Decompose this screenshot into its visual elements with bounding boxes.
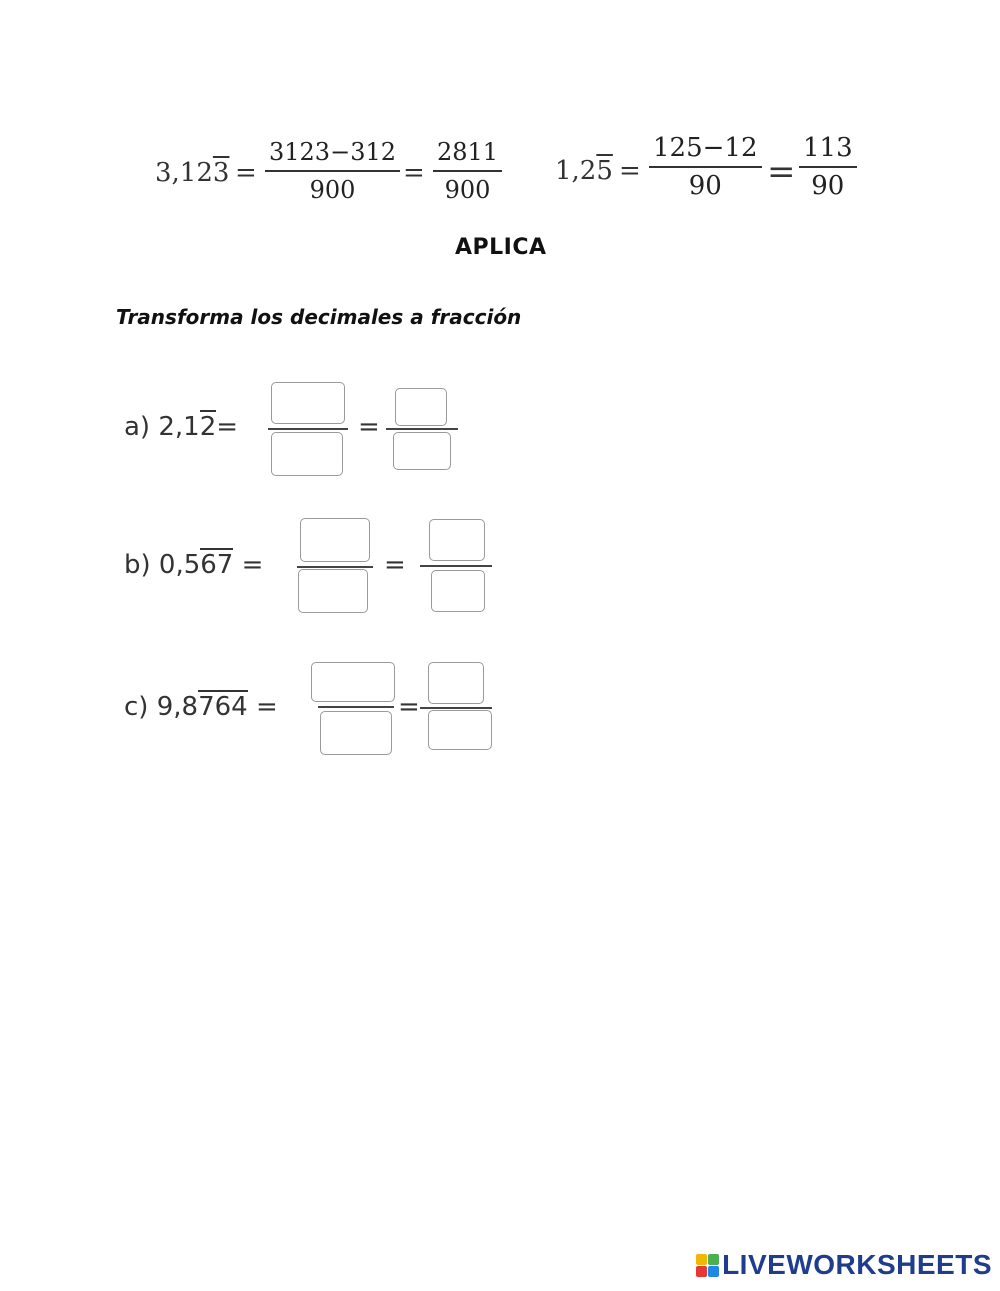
exercise-b-step-denominator-box[interactable] bbox=[298, 569, 368, 613]
exercise-a-result-denominator-box[interactable] bbox=[393, 432, 451, 470]
exercise-c-result-denominator-box[interactable] bbox=[428, 710, 492, 750]
exercise-c-equals-2: = bbox=[398, 692, 420, 722]
exercise-b-equals: = bbox=[233, 550, 264, 580]
logo-tile bbox=[696, 1254, 707, 1265]
example-2-step-numerator: 125−12 bbox=[653, 133, 758, 163]
exercise-b-result-numerator-input[interactable] bbox=[430, 520, 484, 560]
fraction-bar bbox=[649, 166, 762, 168]
example-1-result-denominator: 900 bbox=[444, 176, 491, 204]
exercise-c-step-denominator-input[interactable] bbox=[321, 712, 391, 754]
exercise-b-equals-2: = bbox=[384, 550, 406, 580]
fraction-bar bbox=[386, 428, 458, 430]
exercise-c-equals: = bbox=[247, 692, 278, 722]
example-2-period: 5 bbox=[596, 156, 613, 186]
fraction-bar bbox=[265, 170, 400, 172]
example-1-step-numerator: 3123−312 bbox=[269, 138, 396, 166]
exercise-c-step-numerator-box[interactable] bbox=[311, 662, 395, 702]
exercise-a-decimal: a) 2,1 bbox=[124, 412, 200, 442]
fraction-bar bbox=[420, 707, 492, 709]
example-2-step-denominator: 90 bbox=[688, 171, 722, 201]
logo-tiles-icon bbox=[696, 1254, 719, 1277]
exercise-a-equals-2: = bbox=[358, 412, 380, 442]
exercise-b-step-numerator-box[interactable] bbox=[300, 518, 370, 562]
exercise-b-result-numerator-box[interactable] bbox=[429, 519, 485, 561]
exercise-a-step-numerator-input[interactable] bbox=[272, 383, 344, 423]
fraction-bar bbox=[297, 566, 373, 568]
heading-aplica: APLICA bbox=[455, 235, 547, 260]
example-2-result-numerator: 113 bbox=[803, 133, 853, 163]
instruction: Transforma los decimales a fracción bbox=[116, 305, 522, 329]
example-2 bbox=[555, 132, 875, 208]
example-1-step-denominator: 900 bbox=[309, 176, 356, 204]
logo-text: LIVEWORKSHEETS bbox=[722, 1249, 992, 1280]
exercise-b-label bbox=[124, 550, 263, 580]
exercise-b-step-denominator-input[interactable] bbox=[299, 570, 367, 612]
example-1 bbox=[155, 138, 515, 210]
exercise-b-decimal: b) 0,5 bbox=[124, 550, 201, 580]
example-2-result-fraction bbox=[799, 134, 857, 200]
exercise-a-step-denominator-input[interactable] bbox=[272, 433, 342, 475]
fraction-bar bbox=[799, 166, 857, 168]
fraction-bar bbox=[420, 565, 492, 567]
exercise-b-result-denominator-input[interactable] bbox=[432, 571, 484, 611]
example-1-result-fraction bbox=[433, 138, 502, 204]
logo-tile bbox=[696, 1266, 707, 1277]
exercise-a-equals: = bbox=[216, 412, 239, 442]
exercise-b-step-numerator-input[interactable] bbox=[301, 519, 369, 561]
example-1-equals: = bbox=[235, 158, 257, 188]
exercise-c-result-numerator-box[interactable] bbox=[428, 662, 484, 704]
exercise-c-step-denominator-box[interactable] bbox=[320, 711, 392, 755]
example-1-equals-2: = bbox=[403, 158, 425, 188]
example-2-equals-2: = bbox=[767, 152, 796, 192]
exercise-a-step-numerator-box[interactable] bbox=[271, 382, 345, 424]
example-1-period: 3 bbox=[212, 158, 230, 188]
example-1-decimal bbox=[155, 158, 229, 188]
example-1-whole: 3,12 bbox=[155, 158, 213, 188]
exercise-c-step-numerator-input[interactable] bbox=[312, 663, 394, 701]
exercise-a-result-numerator-input[interactable] bbox=[396, 389, 446, 425]
example-2-whole: 1,2 bbox=[555, 156, 597, 186]
exercise-a-label bbox=[124, 412, 238, 442]
example-2-result-denominator: 90 bbox=[811, 171, 845, 201]
exercise-a-result-denominator-input[interactable] bbox=[394, 433, 450, 469]
exercise-b-result-denominator-box[interactable] bbox=[431, 570, 485, 612]
exercise-c-result-numerator-input[interactable] bbox=[429, 663, 483, 703]
exercise-a-result-numerator-box[interactable] bbox=[395, 388, 447, 426]
example-2-step-fraction bbox=[649, 134, 762, 200]
fraction-bar bbox=[318, 706, 394, 708]
exercise-c-label bbox=[124, 692, 278, 722]
example-1-step-fraction bbox=[265, 138, 400, 204]
logo-tile bbox=[708, 1254, 719, 1265]
exercise-c-result-denominator-input[interactable] bbox=[429, 711, 491, 749]
fraction-bar bbox=[268, 428, 348, 430]
exercise-a-period: 2 bbox=[199, 412, 217, 442]
exercise-b-period: 67 bbox=[200, 550, 234, 580]
logo-tile bbox=[708, 1266, 719, 1277]
exercise-c-decimal: c) 9,8 bbox=[124, 692, 199, 722]
exercise-a-step-denominator-box[interactable] bbox=[271, 432, 343, 476]
liveworksheets-logo bbox=[696, 1249, 992, 1281]
example-2-decimal bbox=[555, 156, 613, 186]
example-1-result-numerator: 2811 bbox=[437, 138, 499, 166]
fraction-bar bbox=[433, 170, 502, 172]
exercise-c-period: 764 bbox=[198, 692, 248, 722]
example-2-equals: = bbox=[619, 156, 641, 186]
